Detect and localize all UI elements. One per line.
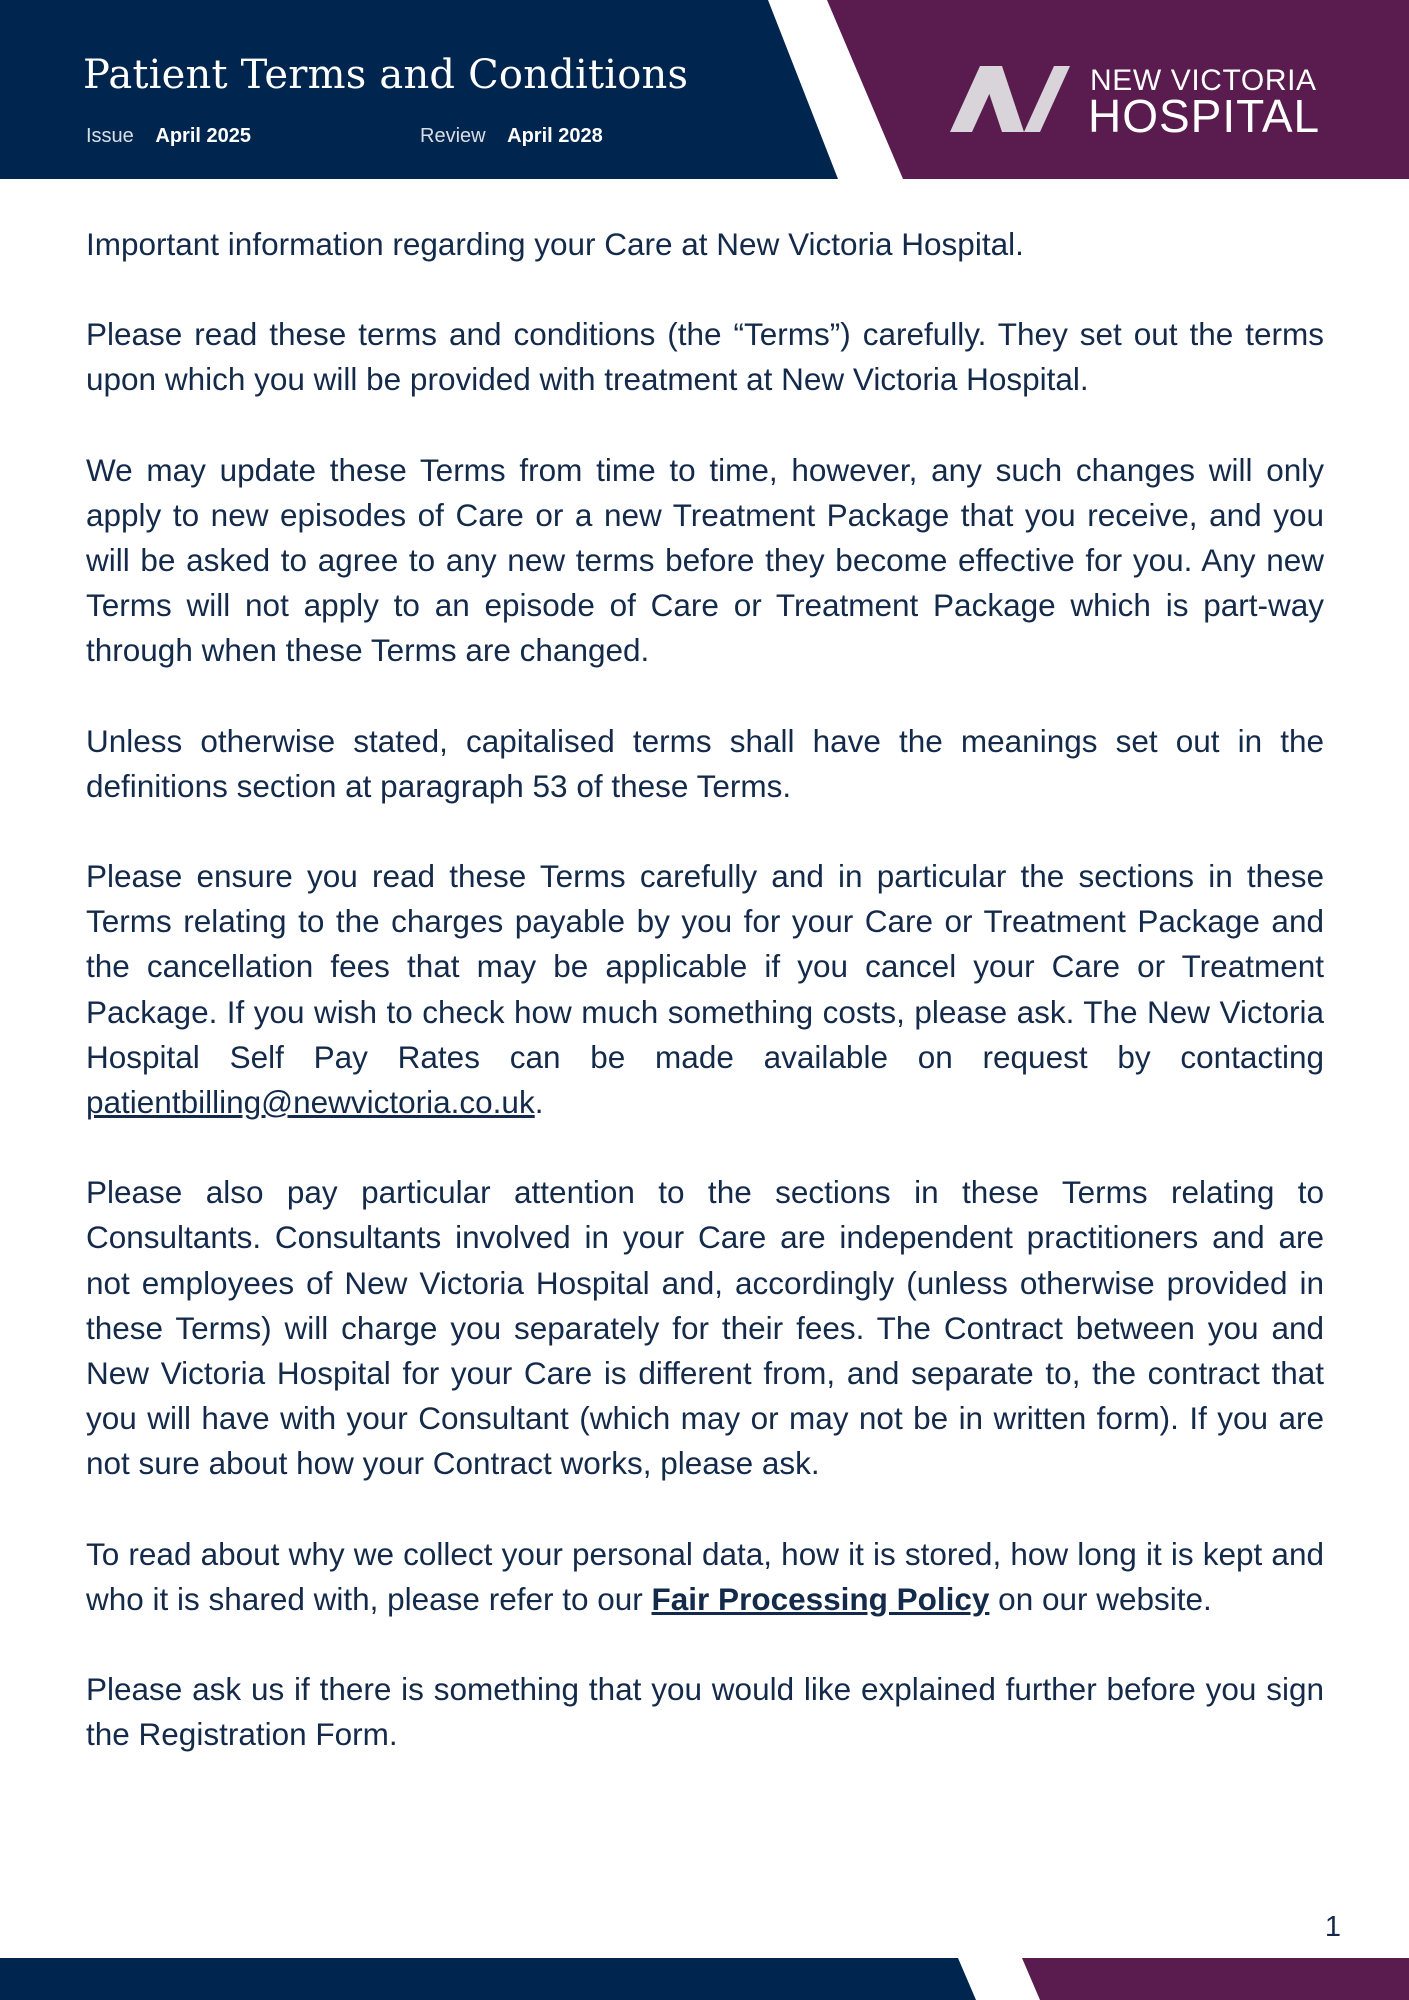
page-number: 1 [1324,1911,1341,1943]
paragraph-consultants: Please also pay particular attention to the sections in these Terms relating to Consultants. Consultants involved in your Care are independent practitioners and are not employees of New Victoria Hospital and, accordingly (unless otherwise provided in these Terms) will charge you separately for their fees. The Contract between you and New Victoria Hospital for your Care is different from, and separate to, the contract that you will have with your Consultant (which may or may not be in written form). If you are not sure about how your Contract works, please ask. [86,1174,1324,1482]
paragraph-personal-data-text: To read about why we collect your personal data, how it is stored, how long it is kept and who it is shared with, please refer to our [86,1535,1324,1617]
paragraph-updates: We may update these Terms from time to time, however, any such changes will only apply to new episodes of Care or a new Treatment Package that you receive, and you will be asked to agree to any new terms before they become effective for you. Any new Terms will not apply to an episode of Care or Treatment Package which is part-way through when these Terms are changed. [86,451,1324,669]
paragraph-questions: Please ask us if there is something that you would like explained further before you sign the Registration Form. [86,1671,1324,1753]
billing-email-link[interactable]: patientbilling@newvictoria.co.uk [86,1084,535,1121]
review-info [420,125,603,148]
document-title: Patient Terms and Conditions [83,52,689,98]
document-body [86,222,1324,1802]
issue-info [86,125,251,148]
hospital-logo [950,60,1330,140]
issue-date: April 2025 [155,125,251,147]
logo-text-line1: NEW VICTORIA [1090,64,1317,97]
footer-banner [0,1958,1409,2000]
paragraph-charges-end: . [534,1084,544,1121]
issue-label: Issue [86,125,134,147]
paragraph-charges-text: Please ensure you read these Terms carefully and in particular the sections in these Terms relating to the charges payable by you for your Care or Treatment Package and the cancellation fees that may be applicable if you cancel your Care or Treatment Package. If you wish to check how much something costs, please ask. The New Victoria Hospital Self Pay Rates can be made available on request by contacting [86,858,1324,1075]
paragraph-intro: Important information regarding your Care at New Victoria Hospital. [86,226,1024,262]
logo-text-line2: HOSPITAL [1088,90,1321,142]
paragraph-charges [86,854,1324,1125]
paragraph-definitions: Unless otherwise stated, capitalised terms shall have the meanings set out in the definitions section at paragraph 53 of these Terms. [86,722,1324,804]
paragraph-personal-data [86,1532,1324,1622]
review-label: Review [420,125,486,147]
review-date: April 2028 [507,125,603,147]
header-banner [0,0,1409,179]
paragraph-personal-data-end: on our website. [989,1580,1212,1617]
n-monogram-logo-icon [950,66,1070,132]
paragraph-terms: Please read these terms and conditions (the “Terms”) carefully. They set out the terms upon which you will be provided with treatment at New Victoria Hospital. [86,316,1324,398]
fair-processing-policy-link[interactable]: Fair Processing Policy [651,1580,990,1617]
